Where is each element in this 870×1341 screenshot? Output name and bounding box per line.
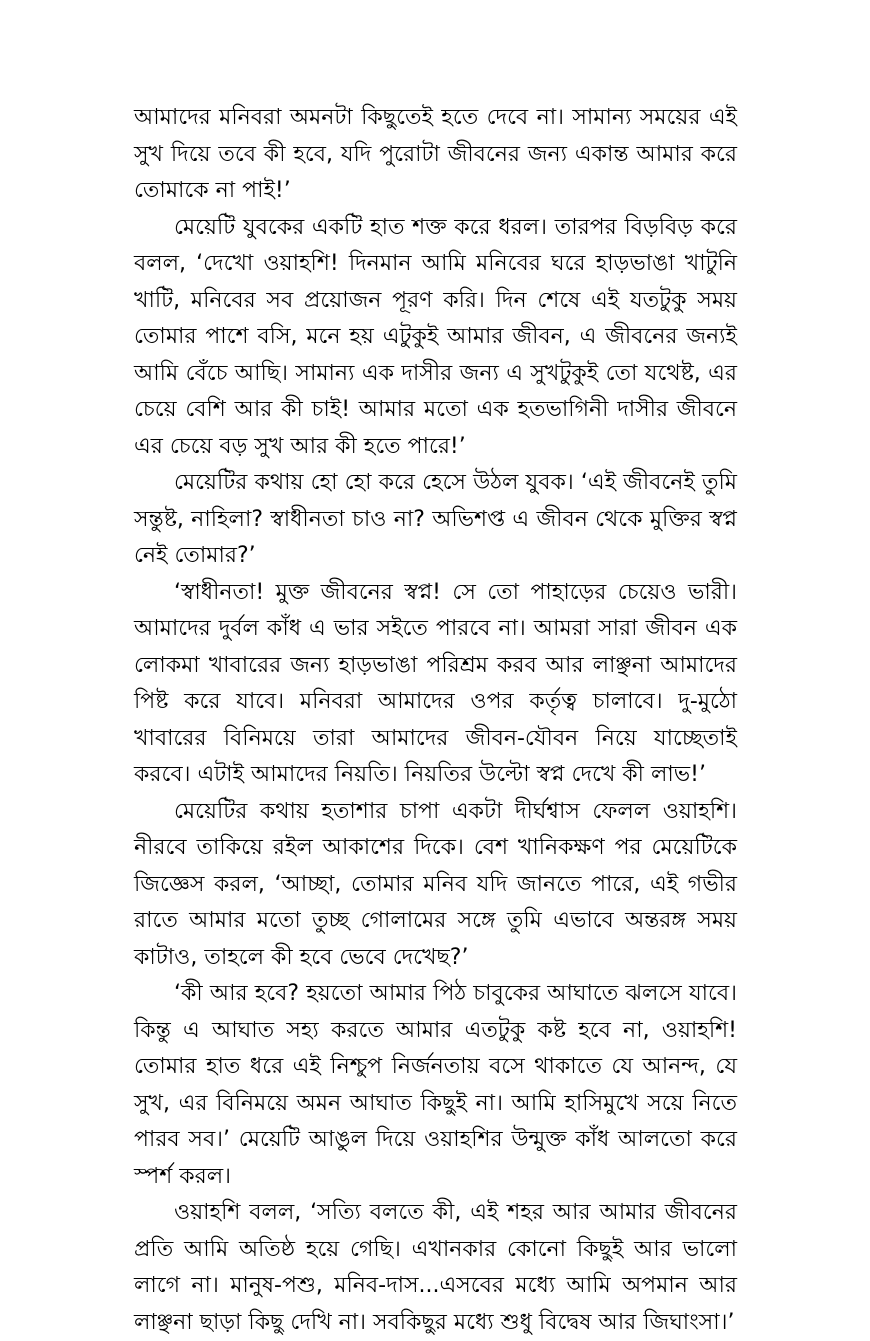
paragraph-3: মেয়েটির কথায় হো হো করে হেসে উঠল যুবক। ‘এই জীবনেই তুমি সন্তুষ্ট, নাহিলা? স্বাধীনতা চাও না? অভিশপ্ত এ জীবন থেকে মুক্তির স্বপ্ন নেই তোমার?’: [134, 470, 737, 568]
paragraph-4: ‘স্বাধীনতা! মুক্ত জীবনের স্বপ্ন! সে তো পাহাড়ের চেয়েও ভারী। আমাদের দুর্বল কাঁধ এ ভার সইতে পারবে না। আমরা সারা জীবন এক লোকমা খাবারের জন্য হাড়ভাঙা পরিশ্রম করব আর লাঞ্ছনা আমাদের পিষ্ট করে যাবে। মনিবরা আমাদের ওপর কর্তৃত্ব চালাবে। দু-মুঠো খাবারের বিনিময়ে তারা আমাদের জীবন-যৌবন নিয়ে যাচ্ছেতাই করবে। এটাই আমাদের নিয়তি। নিয়তির উল্টো স্বপ্ন দেখে কী লাভ!’: [134, 579, 737, 787]
paragraph-6: ‘কী আর হবে? হয়তো আমার পিঠ চাবুকের আঘাতে ঝলসে যাবে। কিন্তু এ আঘাত সহ্য করতে আমার এতটুকু কষ্ট হবে না, ওয়াহশি! তোমার হাত ধরে এই নিশ্চুপ নির্জনতায় বসে থাকাতে যে আনন্দ, যে সুখ, এর বিনিময়ে অমন আঘাত কিছুই না। আমি হাসিমুখে সয়ে নিতে পারব সব।’ মেয়েটি আঙুল দিয়ে ওয়াহশির উন্মুক্ত কাঁধ আলতো করে স্পর্শ করল।: [134, 981, 737, 1189]
book-page: [134, 100, 737, 1341]
paragraph-1: আমাদের মনিবরা অমনটা কিছুতেই হতে দেবে না। সামান্য সময়ের এই সুখ দিয়ে তবে কী হবে, যদি পুরোটা জীবনের জন্য একান্ত আমার করে তোমাকে না পাই!’: [134, 105, 737, 203]
paragraph-5: মেয়েটির কথায় হতাশার চাপা একটা দীর্ঘশ্বাস ফেলল ওয়াহশি। নীরবে তাকিয়ে রইল আকাশের দিকে। বেশ খানিকক্ষণ পর মেয়েটিকে জিজ্ঞেস করল, ‘আচ্ছা, তোমার মনিব যদি জানতে পারে, এই গভীর রাতে আমার মতো তুচ্ছ গোলামের সঙ্গে তুমি এভাবে অন্তরঙ্গ সময় কাটাও, তাহলে কী হবে ভেবে দেখেছ?’: [134, 798, 737, 970]
paragraph-2: মেয়েটি যুবকের একটি হাত শক্ত করে ধরল। তারপর বিড়বিড় করে বলল, ‘দেখো ওয়াহশি! দিনমান আমি মনিবের ঘরে হাড়ভাঙা খাটুনি খাটি, মনিবের সব প্রয়োজন পূরণ করি। দিন শেষে এই যতটুকু সময় তোমার পাশে বসি, মনে হয় এটুকুই আমার জীবন, এ জীবনের জন্যই আমি বেঁচে আছি। সামান্য এক দাসীর জন্য এ সুখটুকুই তো যথেষ্ট, এর চেয়ে বেশি আর কী চাই! আমার মতো এক হতভাগিনী দাসীর জীবনে এর চেয়ে বড় সুখ আর কী হতে পারে!’: [134, 214, 737, 459]
paragraph-7: ওয়াহশি বলল, ‘সত্যি বলতে কী, এই শহর আর আমার জীবনের প্রতি আমি অতিষ্ঠ হয়ে গেছি। এখানকার কোনো কিছুই আর ভালো লাগে না। মানুষ-পশু, মনিব-দাস...এসবের মধ্যে আমি অপমান আর লাঞ্ছনা ছাড়া কিছু দেখি না। সবকিছুর মধ্যে শুধু বিদ্বেষ আর জিঘাংসা।’: [134, 1200, 737, 1335]
